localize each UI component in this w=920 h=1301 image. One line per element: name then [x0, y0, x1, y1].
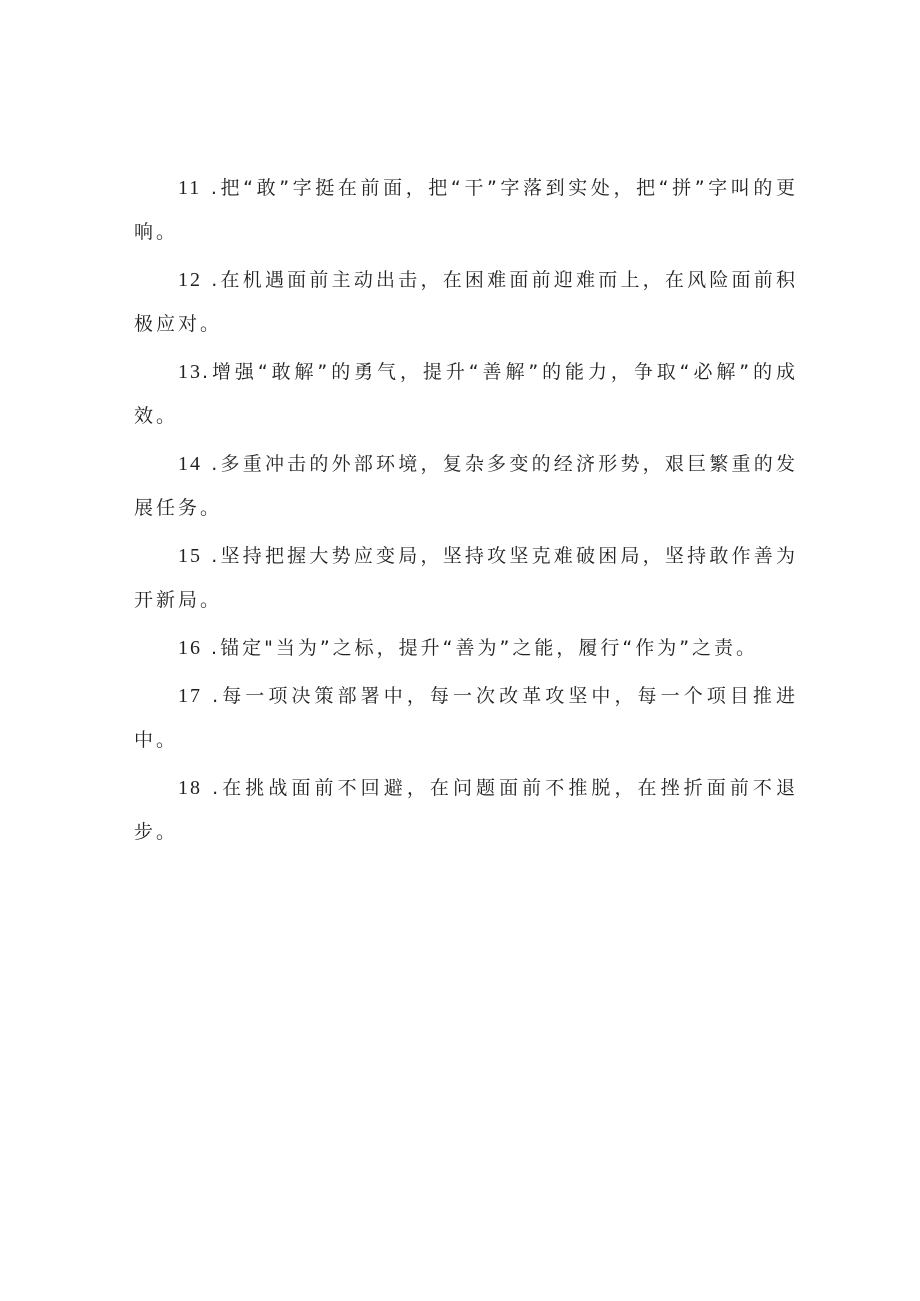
- numbered-list: [134, 166, 798, 858]
- item-number: 16: [178, 637, 202, 659]
- item-text: .在机遇面前主动出击，在困难面前迎难而上，在风险面前积极应对。: [134, 269, 798, 335]
- list-item-11: [134, 166, 798, 254]
- item-number: 13: [178, 361, 202, 383]
- item-text: .坚持把握大势应变局，坚持攻坚克难破困局，坚持敢作善为开新局。: [134, 545, 798, 611]
- list-item-18: [134, 766, 798, 854]
- item-text: .在挑战面前不回避，在问题面前不推脱，在挫折面前不退步。: [134, 777, 798, 843]
- list-item-14: [134, 442, 798, 530]
- list-item-17: [134, 674, 798, 762]
- list-item-13: [134, 350, 798, 438]
- item-number: 15: [178, 545, 202, 567]
- item-text: .多重冲击的外部环境，复杂多变的经济形势，艰巨繁重的发展任务。: [134, 453, 798, 519]
- list-item-12: [134, 258, 798, 346]
- list-item-16: [134, 626, 798, 670]
- item-text: .锚定"当为”之标，提升“善为”之能，履行“作为”之责。: [202, 637, 759, 659]
- item-number: 12: [178, 269, 202, 291]
- item-number: 14: [178, 453, 202, 475]
- item-number: 17: [178, 685, 202, 707]
- item-text: .增强“敢解”的勇气，提升“善解”的能力，争取“必解”的成效。: [134, 361, 798, 427]
- list-item-15: [134, 534, 798, 622]
- item-text: .把“敢”字挺在前面，把“干”字落到实处，把“拼”字叫的更响。: [134, 177, 798, 243]
- item-number: 11: [178, 177, 202, 199]
- item-number: 18: [178, 777, 202, 799]
- item-text: .每一项决策部署中，每一次改革攻坚中，每一个项目推进中。: [134, 685, 798, 751]
